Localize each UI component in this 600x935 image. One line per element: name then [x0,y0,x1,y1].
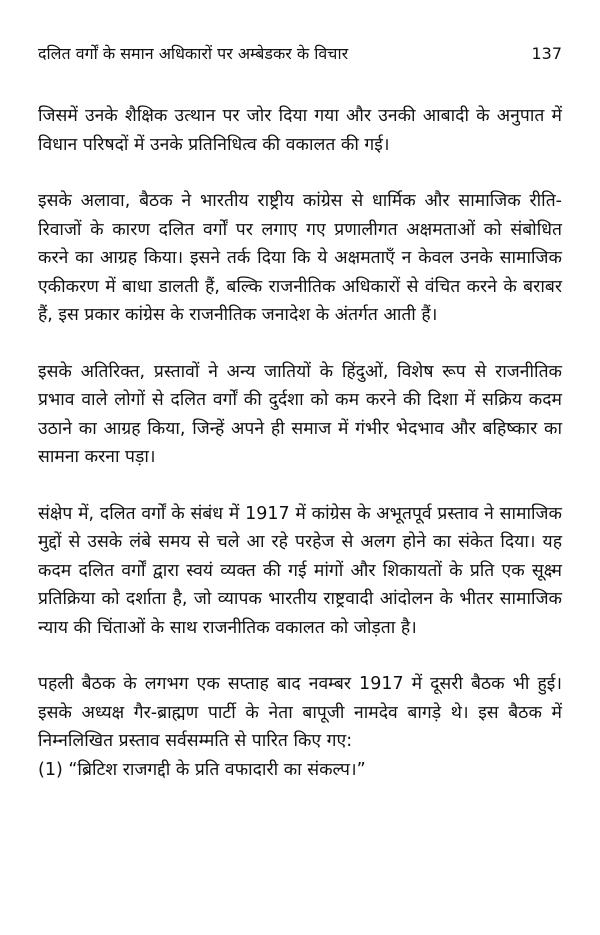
paragraph-3: इसके अतिरिक्त, प्रस्तावों ने अन्य जातियों के हिंदुओं, विशेष रूप से राजनीतिक प्रभाव वाले लोगों से दलित वर्गों की दुर्दशा को कम करने की दिशा में सक्रिय कदम उठाने का आग्रह किया, जिन्हें अपने ही समाज में गंभीर भेदभाव और बहिष्कार का सामना करना पड़ा। [38,361,562,467]
page-number: 137 [531,43,562,63]
running-header [38,40,562,66]
running-header-title: दलित वर्गों के समान अधिकारों पर अम्बेडकर के विचार [38,44,349,63]
resolution-list-item-1: (1) “ब्रिटिश राजगद्दी के प्रति वफादारी का संकल्प।” [38,759,366,780]
paragraph-4: संक्षेप में, दलित वर्गों के संबंध में 1917 में कांग्रेस के अभूतपूर्व प्रस्ताव ने सामाजिक मुद्दों से उसके लंबे समय से चले आ रहे परहेज से अलग होने का संकेत दिया। यह कदम दलित वर्गों द्वारा स्वयं व्यक्त की गई मांगों और शिकायतों के प्रति एक सूक्ष्म प्रतिक्रिया को दर्शाता है, जो व्यापक भारतीय राष्ट्रवादी आंदोलन के भीतर सामाजिक न्याय की चिंताओं के साथ राजनीतिक वकालत को जोड़ता है। [38,503,562,638]
body-text [38,102,562,784]
paragraph-5: पहली बैठक के लगभग एक सप्ताह बाद नवम्बर 1917 में दूसरी बैठक भी हुई। इसके अध्यक्ष गैर-ब्राह्मण पार्टी के नेता बापूजी नामदेव बागड़े थे। इस बैठक में निम्नलिखित प्रस्ताव सर्वसम्मति से पारित किए गए: [38,674,562,751]
paragraph-1: जिसमें उनके शैक्षिक उत्थान पर जोर दिया गया और उनकी आबादी के अनुपात में विधान परिषदों में उनके प्रतिनिधित्व की वकालत की गई। [38,106,562,155]
paragraph-2: इसके अलावा, बैठक ने भारतीय राष्ट्रीय कांग्रेस से धार्मिक और सामाजिक रीति-रिवाजों के कारण दलित वर्गों पर लगाए गए प्रणालीगत अक्षमताओं को संबोधित करने का आग्रह किया। इसने तर्क दिया कि ये अक्षमताएँ न केवल उनके सामाजिक एकीकरण में बाधा डालती हैं, बल्कि राजनीतिक अधिकारों से वंचित करने के बराबर हैं, इस प्रकार कांग्रेस के राजनीतिक जनादेश के अंतर्गत आती हैं। [38,191,562,325]
